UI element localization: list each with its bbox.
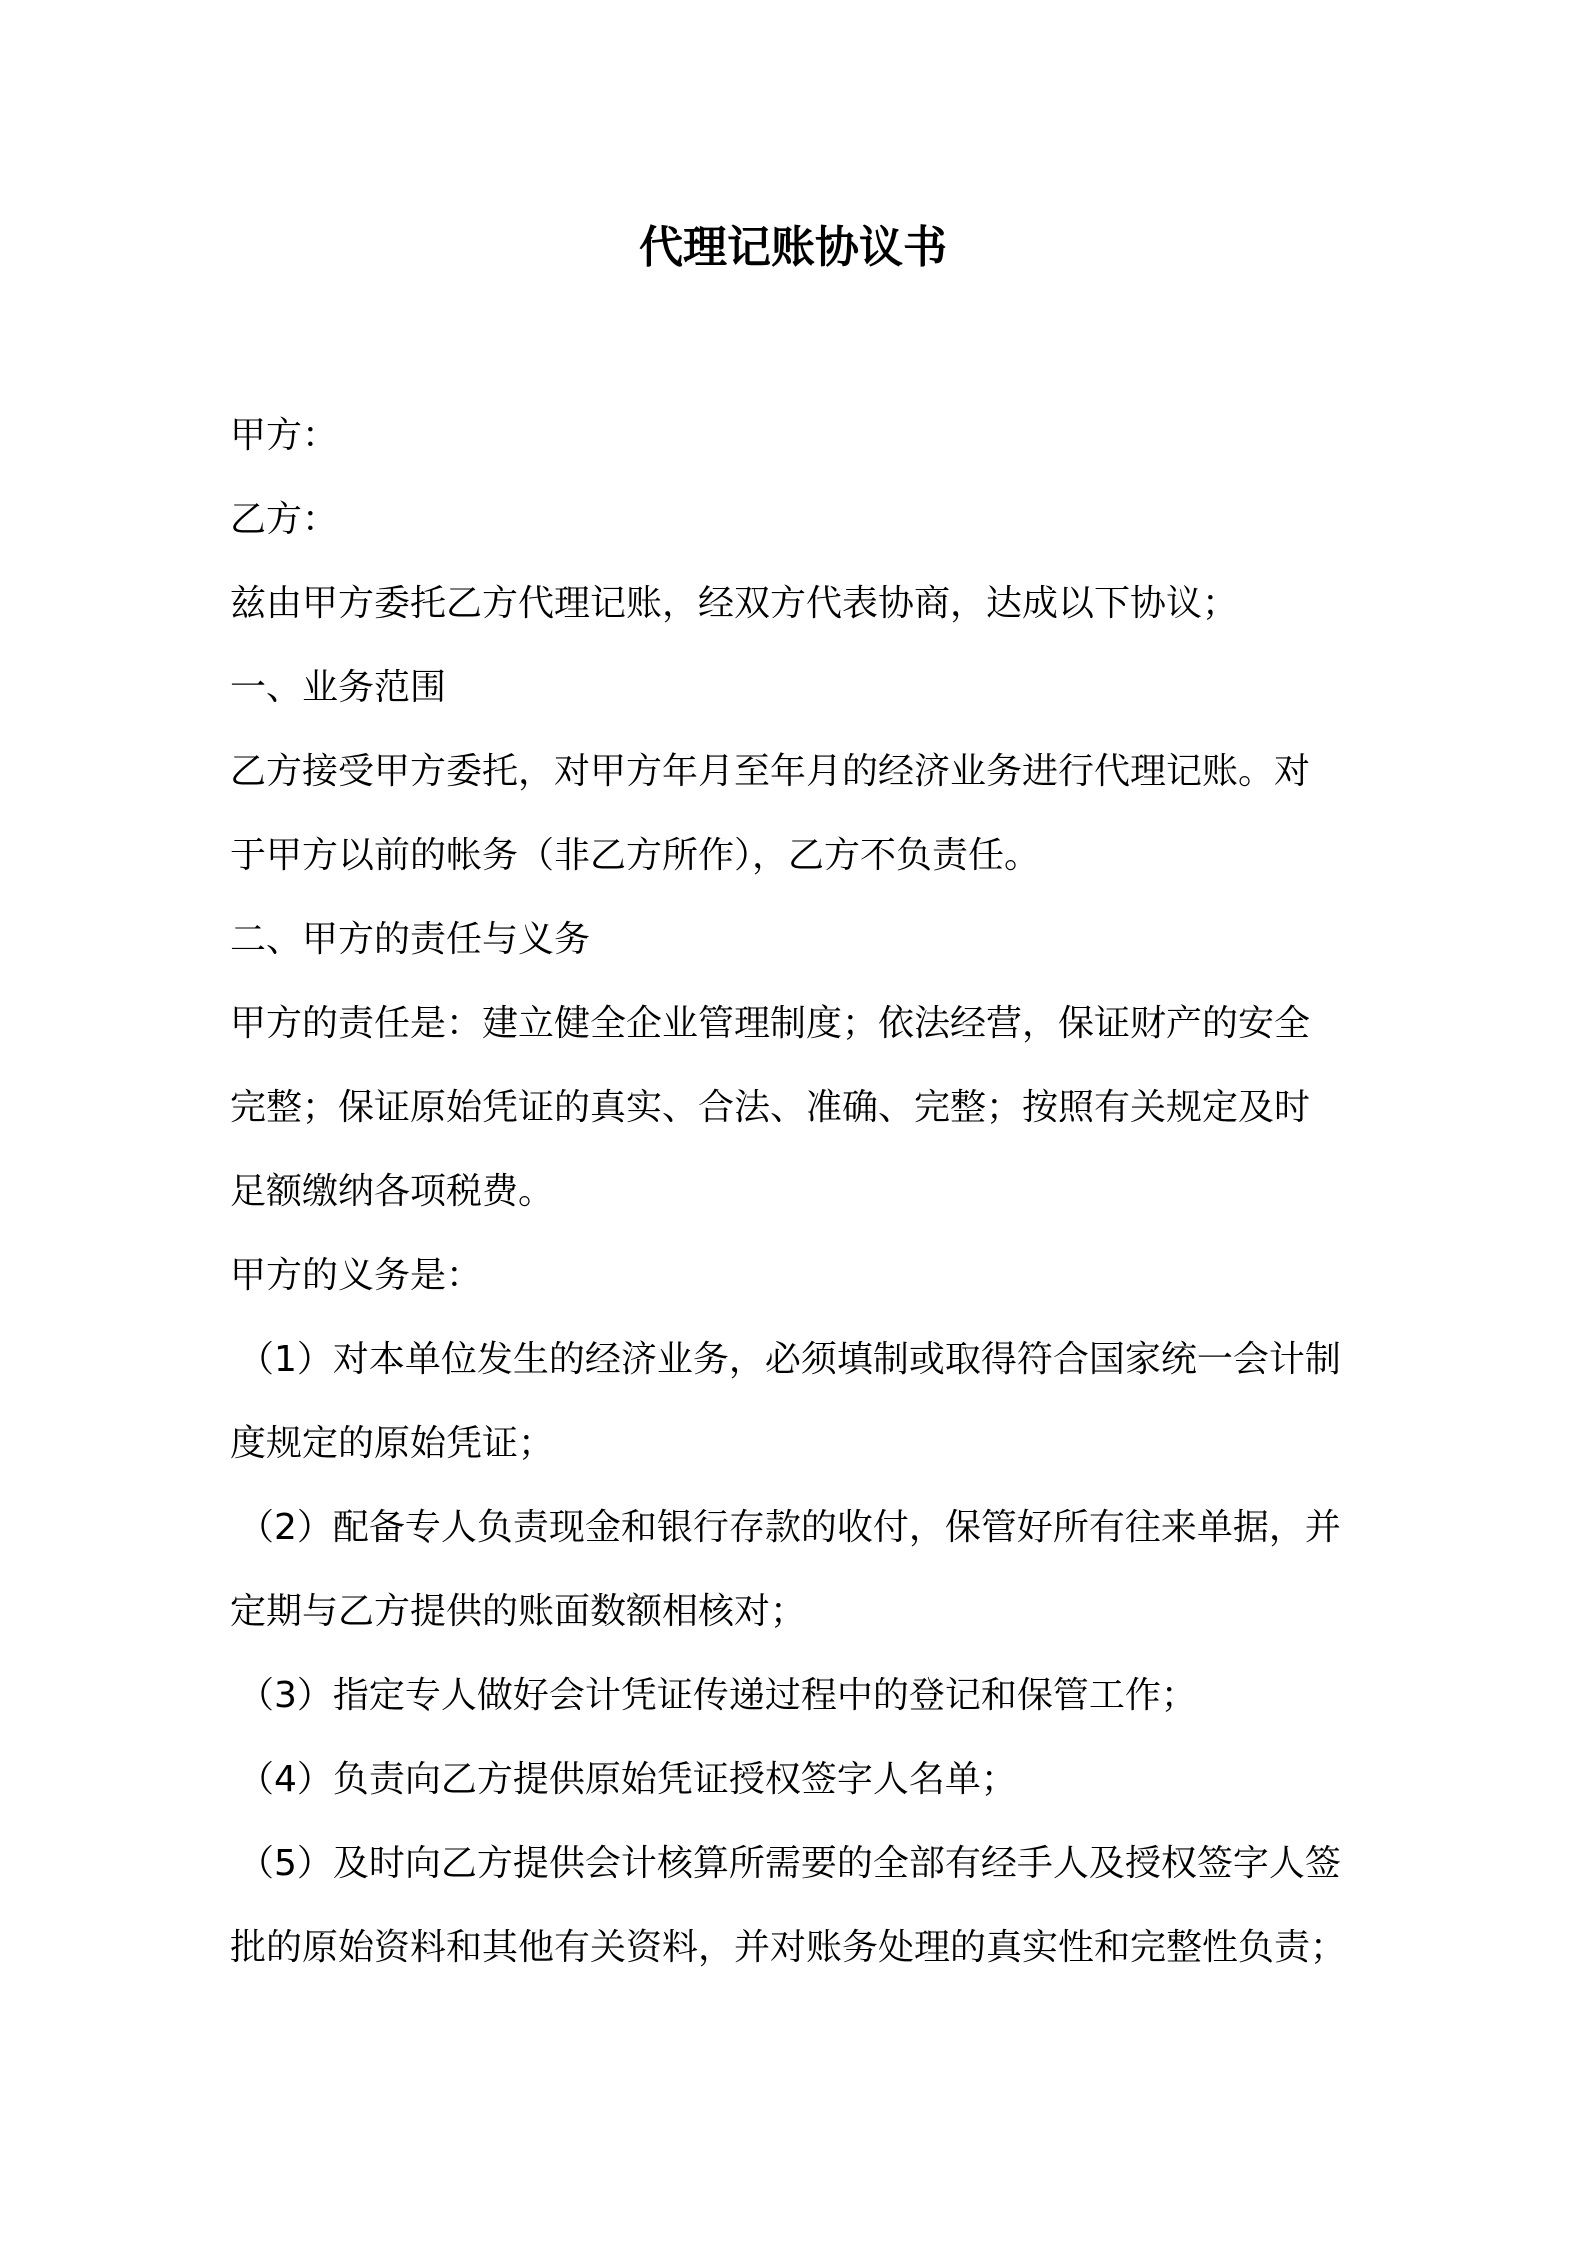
obligation-4: （4）负责向乙方提供原始凭证授权签字人名单； (238, 1759, 1017, 1800)
obligation-1-line-1: （1）对本单位发生的经济业务，必须填制或取得符合国家统一会计制 (238, 1339, 1341, 1380)
obligation-2-line-1: （2）配备专人负责现金和银行存款的收付，保管好所有往来单据，并 (238, 1507, 1341, 1548)
obligation-1-line-2: 度规定的原始凭证； (230, 1423, 555, 1464)
obligation-2-line-2: 定期与乙方提供的账面数额相核对； (230, 1591, 807, 1632)
responsibility-paragraph-line-3: 足额缴纳各项税费。 (230, 1171, 555, 1212)
obligation-5-line-1: （5）及时向乙方提供会计核算所需要的全部有经手人及授权签字人签 (238, 1843, 1341, 1884)
scope-paragraph-line-1: 乙方接受甲方委托，对甲方年月至年月的经济业务进行代理记账。对 (230, 751, 1311, 792)
party-a-line: 甲方： (230, 415, 339, 456)
obligation-5-line-2: 批的原始资料和其他有关资料，并对账务处理的真实性和完整性负责； (230, 1927, 1347, 1968)
party-b-line: 乙方： (230, 499, 339, 540)
section-heading-party-a-duties: 二、甲方的责任与义务 (230, 919, 591, 960)
scope-paragraph-line-2: 于甲方以前的帐务（非乙方所作），乙方不负责任。 (230, 835, 1041, 876)
preamble-paragraph: 兹由甲方委托乙方代理记账，经双方代表协商，达成以下协议； (230, 583, 1239, 624)
document-title: 代理记账协议书 (639, 222, 947, 273)
section-heading-scope: 一、业务范围 (230, 667, 447, 708)
obligation-3: （3）指定专人做好会计凭证传递过程中的登记和保管工作； (238, 1675, 1197, 1716)
responsibility-paragraph-line-1: 甲方的责任是：建立健全企业管理制度；依法经营，保证财产的安全 (230, 1003, 1311, 1044)
responsibility-paragraph-line-2: 完整；保证原始凭证的真实、合法、准确、完整；按照有关规定及时 (230, 1087, 1311, 1128)
obligations-heading: 甲方的义务是： (230, 1255, 483, 1296)
